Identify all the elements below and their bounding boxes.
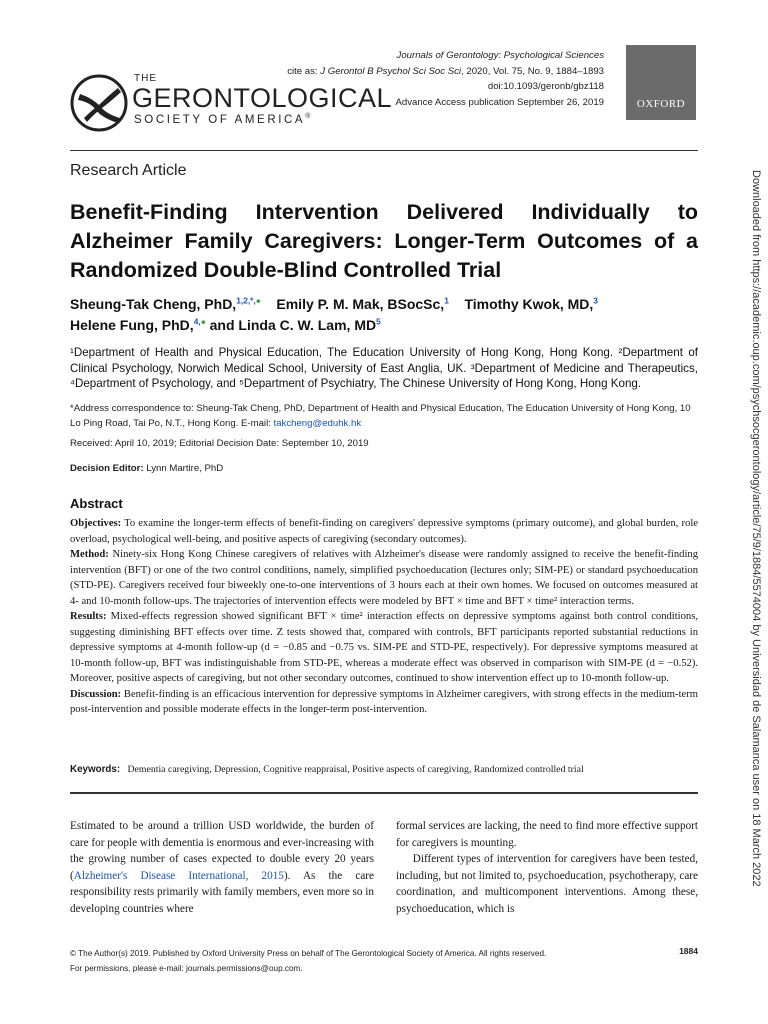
journal-name: Journals of Gerontology: Psychological Sciences <box>396 50 604 61</box>
body-column-right <box>396 818 698 917</box>
orcid-icon[interactable]: ● <box>200 316 206 327</box>
author-name: Timothy Kwok, MD, <box>464 296 594 312</box>
abstract-rule <box>70 792 698 794</box>
author-affiliation-ref[interactable]: 5 <box>376 316 381 327</box>
body-column-left <box>70 818 374 917</box>
author-name: and Linda C. W. Lam, MD <box>209 317 377 333</box>
author-name: Sheung-Tak Cheng, PhD, <box>70 296 237 312</box>
gsa-emblem-icon <box>70 74 128 132</box>
received-dates: Received: April 10, 2019; Editorial Decision Date: September 10, 2019 <box>70 438 369 449</box>
permissions-line: For permissions, please e-mail: journals.permissions@oup.com. <box>70 964 303 973</box>
decision-editor: Decision Editor: Lynn Martire, PhD <box>70 463 224 474</box>
article-type: Research Article <box>70 162 187 179</box>
orcid-icon[interactable]: ● <box>255 295 261 306</box>
body-paragraph: Different types of intervention for caregivers have been tested, including, but not limited to, psychoeducation, psychotherapy, care coordination, and multicomponent interventions. Among these, psychoeducation, which is <box>396 853 698 915</box>
logo-the: THE <box>134 73 157 84</box>
author-list <box>70 294 698 336</box>
logo-name: GERONTOLOGICAL <box>132 83 393 113</box>
author-name: Emily P. M. Mak, BSocSc, <box>276 296 445 312</box>
copyright-line: © The Author(s) 2019. Published by Oxford University Press on behalf of The Gerontological Society of America. All rights reserved. <box>70 949 547 958</box>
citation-link[interactable]: Alzheimer's Disease International, 2015 <box>73 869 284 882</box>
abstract-heading: Abstract <box>70 496 123 511</box>
abstract-body <box>70 516 698 718</box>
abstract-objectives: Objectives: To examine the longer-term effects of benefit-finding on caregivers' depressive symptoms (primary outcome), and global burden, role overload, psychological well-being, and positive aspects of caregiving (secondary outcomes). <box>70 518 698 545</box>
abstract-discussion: Discussion: Benefit-finding is an efficacious intervention for depressive symptoms in Alzheimer caregivers, with strong effects in the medium-term post-intervention and possible moderate effects in the longer-term post-intervention. <box>70 688 698 715</box>
author-name: Helene Fung, PhD, <box>70 317 194 333</box>
footer-copyright <box>70 946 546 976</box>
body-paragraph: Estimated to be around a trillion USD worldwide, the burden of care for people with dementia is enormous and ever-increasing with the growing number of cases expected to double every 20 years (Alzheimer's Disease International, 2015). As the care responsibility rests primarily with family members, even more so in developing countries where <box>70 820 374 915</box>
download-watermark-text: Downloaded from https://academic.oup.com/psychsocgerontology/article/75/9/1884/5574004 by Universidad de Salamanca user on 18 March 2022 <box>750 170 762 887</box>
advance-access: Advance Access publication September 26, 2019 <box>395 96 604 108</box>
affiliations: ¹Department of Health and Physical Education, The Education University of Hong Kong, Hong Kong. ²Department of Clinical Psychology, Norwich Medical School, University of East Anglia, UK. ³Department of Medicine and Therapeutics, ⁴Department of Psychology, and ⁵Department of Psychiatry, The Chinese University of Hong Kong, Hong Kong. <box>70 346 698 390</box>
keywords: Keywords: Dementia caregiving, Depression, Cognitive reappraisal, Positive aspects of caregiving, Randomized controlled trial <box>70 764 584 775</box>
author-affiliation-ref[interactable]: 4, <box>193 316 201 327</box>
correspondence: *Address correspondence to: Sheung-Tak Cheng, PhD, Department of Health and Physical Education, The Education University of Hong Kong, 10 Lo Ping Road, Tai Po, N.T., Hong Kong. E-mail: takcheng@eduhk.hk <box>70 403 691 429</box>
header-rule <box>70 150 698 151</box>
author-affiliation-ref[interactable]: 1,2,*, <box>236 295 256 306</box>
page-number: 1884 <box>679 946 698 956</box>
oxford-badge[interactable] <box>626 45 696 120</box>
author-affiliation-ref[interactable]: 3 <box>593 295 598 306</box>
oxford-label: OXFORD <box>636 98 686 110</box>
abstract-results: Results: Mixed-effects regression showed significant BFT × time² interaction effects on depressive symptoms against both control conditions, suggesting diminishing BFT effects over time. Z tests showed that, compared with controls, BFT participants reported substantial reductions in depressive symptoms at 4-month follow-up (d = −0.85 and −0.75 vs. SIM-PE and STD-PE, respectively). For depressive symptoms measured at 10-month follow-up, BFT was indistinguishable from STD-PE, whereas a moderate effect was observed in comparison with SIM-PE (d = −0.52). Moreover, positive aspects of caregiving, but not other secondary outcomes, continued to show intervention effect up to 10-month follow-up. <box>70 611 698 684</box>
citation: cite as: J Gerontol B Psychol Sci Soc Sci, 2020, Vol. 75, No. 9, 1884–1893 <box>287 65 604 77</box>
correspondence-email-link[interactable]: takcheng@eduhk.hk <box>273 418 362 429</box>
article-title: Benefit-Finding Intervention Delivered Individually to Alzheimer Family Caregivers: Longer-Term Outcomes of a Randomized Double-Blind Controlled Trial <box>70 200 698 282</box>
abstract-method: Method: Ninety-six Hong Kong Chinese caregivers of relatives with Alzheimer's disease were randomly assigned to receive the benefit-finding intervention (BFT) or one of the two control conditions, namely, simplified psychoeducation (lectures only; SIM-PE) or standard psychoeducation (STD-PE). Caregivers received four biweekly one-to-one interventions of 3 hours each at their own homes. We focused on outcomes measured at 4- and 10-month follow-ups. The trajectories of intervention effects were modeled by BFT × time and BFT × time² interaction terms. <box>70 549 698 607</box>
download-watermark <box>750 170 764 1000</box>
journal-meta <box>287 48 604 110</box>
body-paragraph: formal services are lacking, the need to find more effective support for caregivers is mounting. <box>396 820 698 849</box>
doi[interactable]: doi:10.1093/geronb/gbz118 <box>487 81 604 92</box>
author-affiliation-ref[interactable]: 1 <box>444 295 449 306</box>
logo-society: SOCIETY OF AMERICA® <box>134 113 313 126</box>
